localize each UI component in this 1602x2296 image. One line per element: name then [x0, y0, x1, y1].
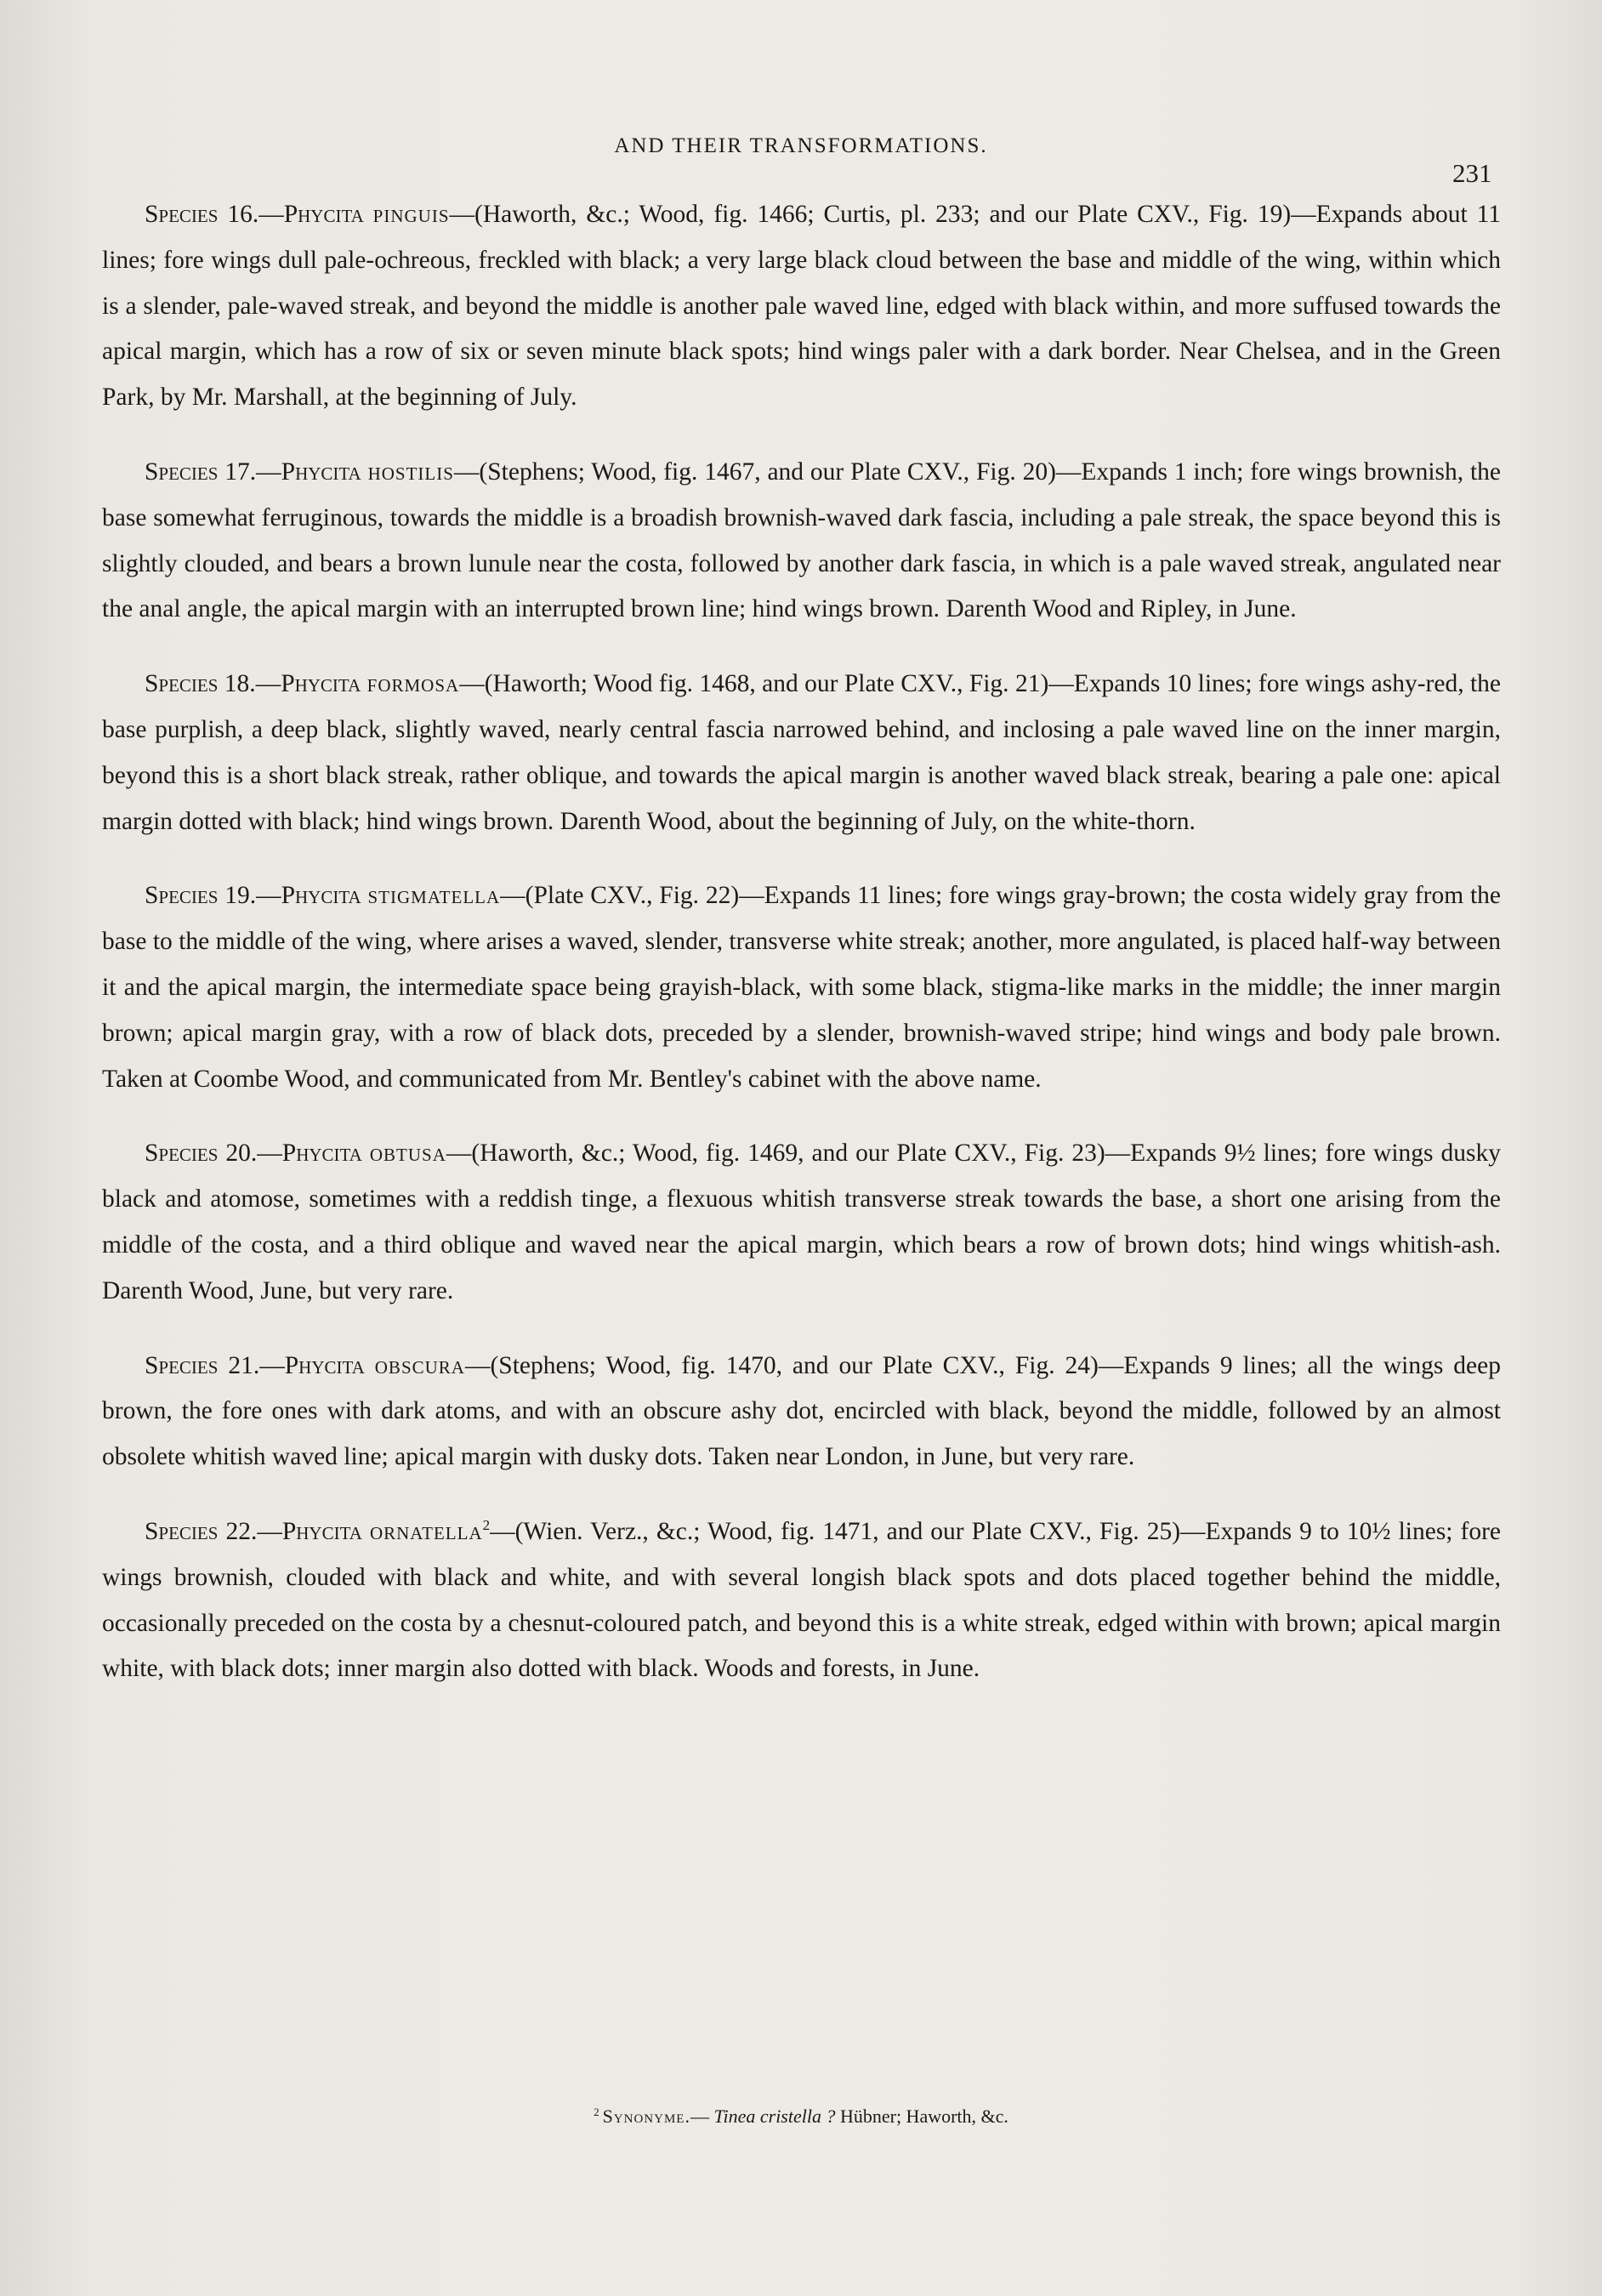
footnote-dash: —	[690, 2106, 709, 2127]
genus-name: —Phycita	[258, 201, 364, 228]
species-22-entry	[102, 1509, 1501, 1692]
species-label: Species 16.	[145, 201, 259, 228]
species-description: —(Haworth, &c.; Wood, fig. 1469, and our Plate CXV., Fig. 23)—Expands 9½ lines; fore wings dusky black and atomose, sometimes with a reddish tinge, a flexuous whitish transverse streak towards the base, a short one arising from the middle of the costa, and a third oblique and waved near the apical margin, which bears a row of brown dots; hind wings whitish-ash. Darenth Wood, June, but very rare.	[102, 1139, 1501, 1304]
genus-name: —Phycita	[255, 670, 361, 698]
footnote-reference: 2	[482, 1517, 491, 1534]
species-description: —(Stephens; Wood, fig. 1470, and our Plate CXV., Fig. 24)—Expands 9 lines; all the wings deep brown, the fore ones with dark atoms, and with an obscure ashy dot, encircled with black, beyond the middle, followed by an almost obsolete whitish waved line; apical margin with dusky dots. Taken near London, in June, but very rare.	[102, 1351, 1501, 1471]
genus-name: —Phycita	[257, 1517, 362, 1545]
species-19-entry	[102, 873, 1501, 1102]
species-16-entry	[102, 192, 1501, 421]
species-name: pinguis	[372, 201, 450, 228]
running-head: AND THEIR TRANSFORMATIONS.	[614, 134, 988, 157]
species-description: —(Haworth, &c.; Wood, fig. 1466; Curtis, pl. 233; and our Plate CXV., Fig. 19)—Expands about 11 lines; fore wings dull pale-ochreous, freckled with black; a very large black cloud between the base and middle of the wing, within which is a slender, pale-waved streak, and beyond the middle is another pale waved line, edged with black within, and more suffused towards the apical margin, which has a row of six or seven minute black spots; hind wings paler with a dark border. Near Chelsea, and in the Green Park, by Mr. Marshall, at the beginning of July.	[102, 201, 1502, 412]
footnote-authors: Hübner; Haworth, &c.	[835, 2106, 1008, 2127]
footnote-synonym: Tinea cristella ?	[713, 2106, 836, 2127]
body-text	[102, 192, 1501, 1721]
species-description: —(Stephens; Wood, fig. 1467, and our Plate CXV., Fig. 20)—Expands 1 inch; fore wings brownish, the base somewhat ferruginous, towards the middle is a broadish brownish-waved dark fascia, including a pale streak, the space beyond this is slightly clouded, and bears a brown lunule near the costa, followed by another dark fascia, in which is a pale waved streak, angulated near the anal angle, the apical margin with an interrupted brown line; hind wings brown. Darenth Wood and Ripley, in June.	[102, 457, 1502, 623]
genus-name: —Phycita	[256, 457, 361, 486]
species-21-entry	[102, 1344, 1501, 1480]
species-18-entry	[102, 662, 1501, 844]
species-label: Species 17.	[145, 457, 257, 486]
species-description: —(Plate CXV., Fig. 22)—Expands 11 lines; fore wings gray-brown; the costa widely gray from the base to the middle of the wing, where arises a waved, slender, transverse white streak; another, more angulated, is placed half-way between it and the apical margin, the intermediate space being grayish-black, with some black, stigma-like marks in the middle; the inner margin brown; apical margin gray, with a row of black dots, preceded by a slender, brownish-waved stripe; hind wings and body pale brown. Taken at Coombe Wood, and communicated from Mr. Bentley's cabinet with the above name.	[102, 882, 1502, 1093]
footnote-label: Synonyme.	[602, 2106, 690, 2127]
species-description: —(Wien. Verz., &c.; Wood, fig. 1471, and our Plate CXV., Fig. 25)—Expands 9 to 10½ lines; fore wings brownish, clouded with black and white, and with several longish black spots and dots placed together behind the middle, occasionally preceded on the costa by a chesnut-coloured patch, and beyond this is a white streak, edged within with brown; apical margin white, with black dots; inner margin also dotted with black. Woods and forests, in June.	[102, 1517, 1502, 1683]
footnote	[0, 2106, 1602, 2128]
species-17-entry	[102, 450, 1501, 633]
genus-name: —Phycita	[256, 882, 361, 910]
species-label: Species 19.	[145, 882, 257, 910]
genus-name: —Phycita	[257, 1139, 362, 1168]
species-label: Species 18.	[145, 670, 256, 698]
species-name: hostilis	[367, 457, 454, 486]
species-label: Species 20.	[145, 1139, 258, 1168]
species-name: formosa	[366, 670, 460, 698]
species-label: Species 22.	[145, 1517, 258, 1545]
species-name: stigmatella	[367, 882, 501, 910]
species-label: Species 21.	[145, 1351, 260, 1379]
species-description: —(Haworth; Wood fig. 1468, and our Plate CXV., Fig. 21)—Expands 10 lines; fore wings ashy-red, the base purplish, a deep black, slightly waved, nearly central fascia narrowed behind, and inclosing a pale waved line on the inner margin, beyond this is a short black streak, rather oblique, and towards the apical margin is another waved black streak, bearing a pale one: apical margin dotted with black; hind wings brown. Darenth Wood, about the beginning of July, on the white-thorn.	[102, 670, 1502, 835]
species-name: obtusa	[369, 1139, 446, 1168]
species-name: obscura	[374, 1351, 465, 1379]
footnote-mark: 2	[594, 2105, 599, 2118]
page-number: 231	[1452, 158, 1492, 188]
species-20-entry	[102, 1131, 1501, 1314]
genus-name: —Phycita	[259, 1351, 365, 1379]
species-name: ornatella	[369, 1517, 483, 1545]
